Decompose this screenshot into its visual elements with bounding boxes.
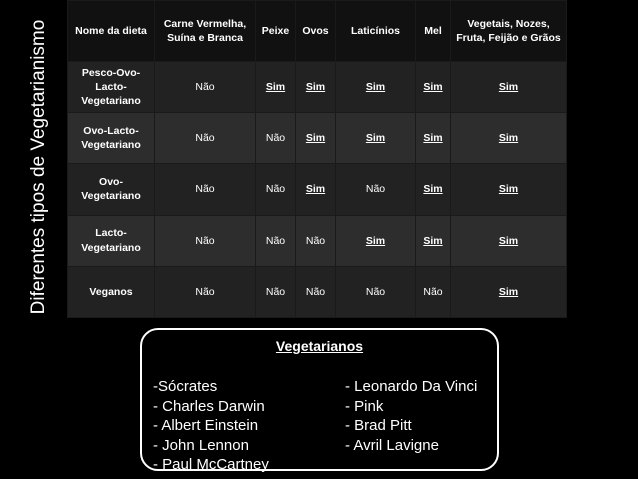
vegetarian-name: - Albert Einstein (153, 417, 259, 434)
vegetarian-name: - Brad Pitt (345, 417, 412, 434)
table-cell: Sim (296, 62, 336, 113)
table-cell: Sim (451, 62, 567, 113)
table-cell: Não (256, 215, 296, 266)
vegetarian-name: - Avril Lavigne (345, 436, 439, 454)
diet-name-cell: Lacto-Vegetariano (68, 215, 155, 266)
header-diet-name: Nome da dieta (68, 1, 155, 62)
table-cell: Sim (416, 62, 451, 113)
header-fish: Peixe (256, 1, 296, 62)
vegetarian-name: - Leonardo Da Vinci (345, 378, 478, 395)
table-row (68, 266, 567, 317)
vegetarian-name: - Charles Darwin (153, 397, 265, 415)
table-cell: Sim (256, 62, 296, 113)
vegetarians-box (140, 328, 499, 471)
vegetarians-title: Vegetarianos (275, 338, 364, 354)
table-cell: Sim (296, 164, 336, 215)
table-cell: Não (155, 266, 256, 317)
table-cell: Não (296, 266, 336, 317)
table-cell: Sim (451, 164, 567, 215)
diet-name-cell: Ovo-Vegetariano (68, 164, 155, 215)
table-cell: Não (155, 113, 256, 164)
header-honey: Mel (416, 1, 451, 62)
table-cell: Sim (336, 113, 416, 164)
side-title: Diferentes tipos de Vegetarianismo (28, 19, 49, 315)
table-cell: Não (256, 113, 296, 164)
diet-name-cell: Ovo-Lacto-Vegetariano (68, 113, 155, 164)
table-cell: Não (155, 215, 256, 266)
table-cell: Sim (416, 113, 451, 164)
table-row (68, 113, 567, 164)
vegetarian-name: -Sócrates (153, 378, 218, 395)
table-cell: Sim (336, 62, 416, 113)
table-cell: Não (336, 164, 416, 215)
vegetarians-list-left (153, 377, 269, 475)
table-cell: Sim (451, 266, 567, 317)
diet-name-cell: Veganos (68, 266, 155, 317)
vegetarian-name: - John Lennon (153, 436, 249, 454)
diet-name-cell: Pesco-Ovo-Lacto-Vegetariano (68, 62, 155, 113)
table-row (68, 62, 567, 113)
table-cell: Não (296, 215, 336, 266)
table-cell: Não (256, 266, 296, 317)
table-row (68, 164, 567, 215)
header-dairy: Laticínios (336, 1, 416, 62)
table-cell: Sim (451, 215, 567, 266)
table-cell: Sim (336, 215, 416, 266)
table-cell: Não (155, 62, 256, 113)
table-cell: Sim (451, 113, 567, 164)
header-eggs: Ovos (296, 1, 336, 62)
table-cell: Não (336, 266, 416, 317)
table-row (68, 215, 567, 266)
vegetarian-name: - Paul McCartney (153, 456, 269, 473)
vegetarian-name: - Pink (345, 397, 384, 415)
table-cell: Sim (296, 113, 336, 164)
header-meat: Carne Vermelha, Suína e Branca (155, 1, 256, 62)
diet-table (67, 0, 567, 318)
table-cell: Sim (416, 215, 451, 266)
table-cell: Não (155, 164, 256, 215)
vegetarians-list-right (345, 377, 477, 455)
table-cell: Não (256, 164, 296, 215)
header-vegetables: Vegetais, Nozes, Fruta, Feijão e Grãos (451, 1, 567, 62)
table-cell: Não (416, 266, 451, 317)
table-header-row (68, 1, 567, 62)
table-cell: Sim (416, 164, 451, 215)
